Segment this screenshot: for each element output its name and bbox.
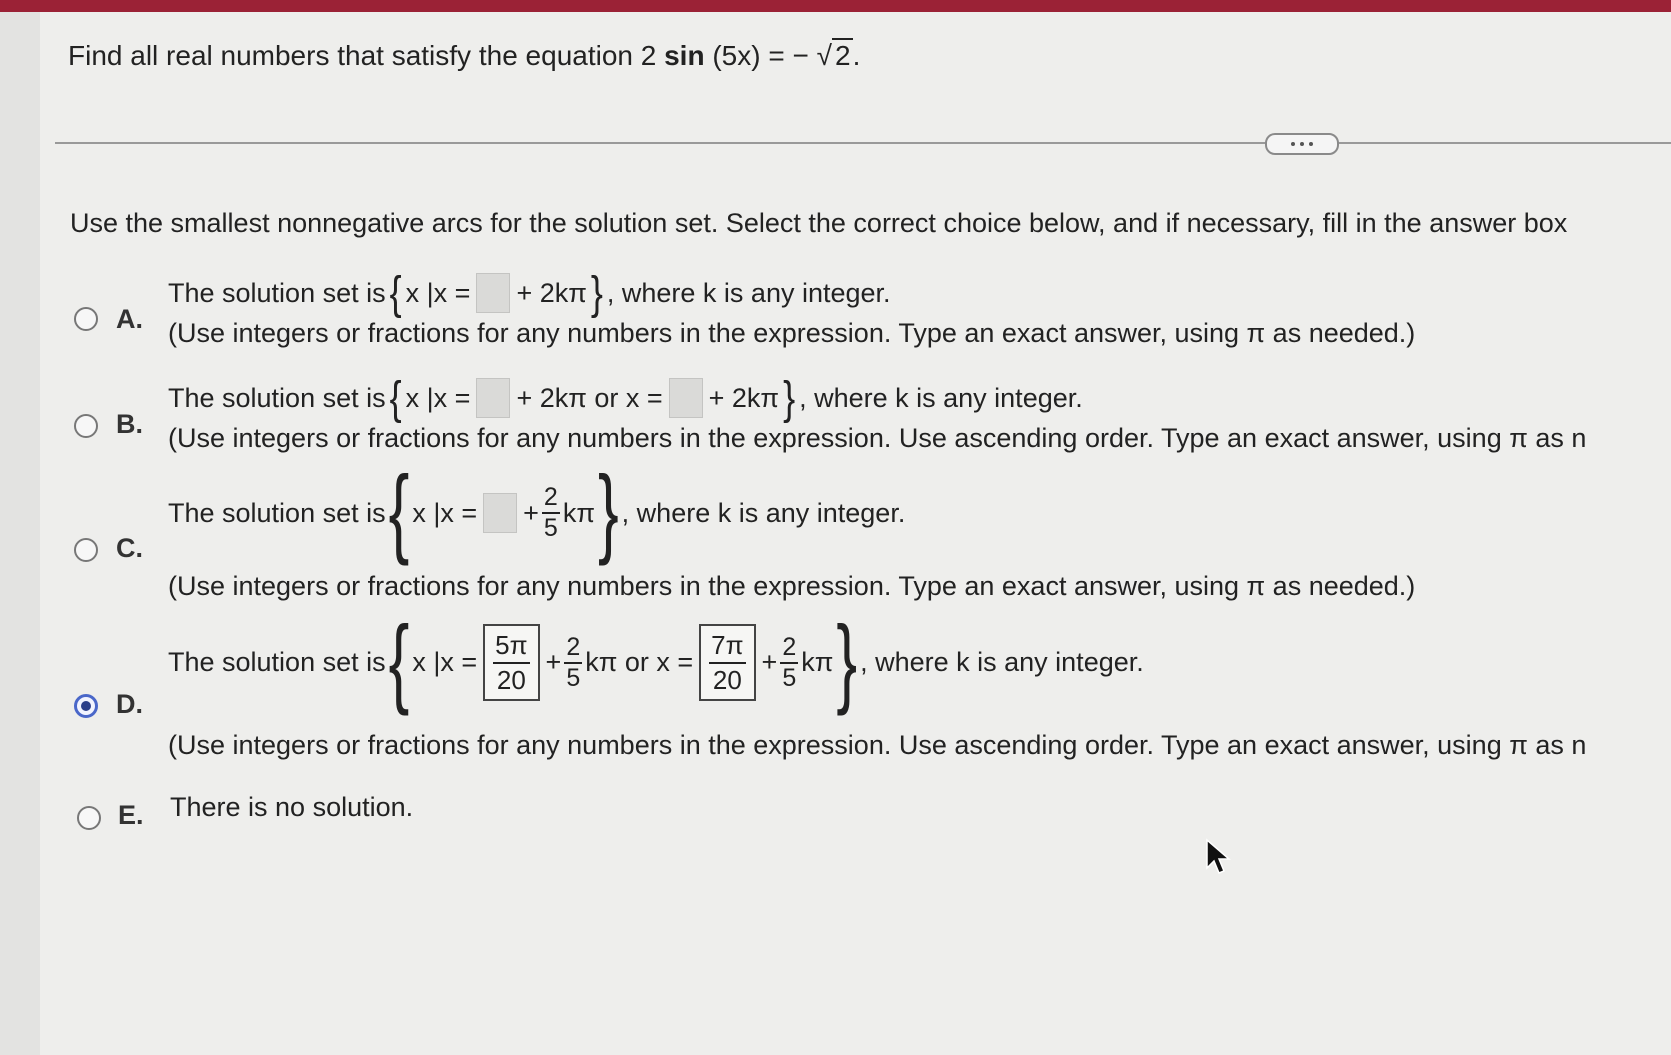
close-brace: }: [597, 457, 619, 568]
choice-d-note: (Use integers or fractions for any numbers in the expression. Use ascending order. Type an exact answer, using π as n: [168, 730, 1587, 760]
choice-e-letter: E.: [118, 800, 144, 830]
choice-c-letter: C.: [116, 533, 143, 563]
plus-sign: +: [761, 647, 778, 677]
dot-icon: [1300, 142, 1304, 146]
choice-a-letter: A.: [116, 304, 143, 334]
answer-d1-numerator: 5π: [493, 629, 529, 664]
choice-d-letter: D.: [116, 689, 143, 719]
choice-b-tail: , where k is any integer.: [799, 382, 1083, 413]
plus-sign: +: [523, 497, 539, 528]
choice-d-tail: , where k is any integer.: [860, 647, 1144, 677]
sqrt-symbol: √ 2: [816, 40, 851, 71]
question-prefix: Find all real numbers that satisfy the equation 2: [68, 40, 657, 71]
fraction-two-fifths: [564, 633, 582, 693]
fraction-two-fifths: [780, 633, 798, 693]
fraction-denominator: 5: [543, 514, 558, 542]
close-brace: }: [836, 606, 858, 717]
choice-c-expression: [168, 457, 906, 568]
choice-a-term: + 2kπ: [516, 277, 587, 308]
open-brace: {: [388, 457, 410, 568]
fraction-denominator: 5: [566, 663, 581, 692]
radio-choice-e[interactable]: [77, 806, 101, 830]
choice-a-lead: The solution set is: [168, 277, 386, 308]
question-text: [68, 40, 860, 72]
k-pi: kπ: [801, 647, 834, 677]
open-brace: {: [388, 606, 410, 717]
close-brace: }: [783, 370, 796, 424]
choice-e-text: There is no solution.: [170, 792, 414, 822]
instruction-text: Use the smallest nonnegative arcs for the solution set. Select the correct choice below, and if necessary, fill in the answer box: [70, 208, 1568, 238]
question-func: sin: [664, 40, 705, 71]
choice-a-tail: , where k is any integer.: [606, 277, 891, 308]
answer-box-b1[interactable]: [476, 378, 510, 418]
k-pi: kπ: [562, 497, 595, 528]
answer-d2-numerator: 7π: [709, 629, 745, 664]
choice-b-lead: The solution set is: [168, 382, 386, 413]
choice-d-expression: [168, 606, 1144, 717]
dot-icon: [1291, 142, 1295, 146]
choice-b-term1: + 2kπ or x =: [516, 382, 663, 413]
choice-c-note: (Use integers or fractions for any numbers in the expression. Type an exact answer, using π as needed.): [168, 571, 1416, 601]
plus-sign: +: [545, 647, 562, 677]
sqrt-radicand: 2: [832, 38, 853, 71]
answer-box-c[interactable]: [483, 493, 517, 533]
answer-d2-denominator: 20: [712, 664, 742, 695]
section-divider: [55, 142, 1671, 144]
answer-box-d2[interactable]: [699, 624, 755, 701]
fraction-numerator: 2: [564, 633, 582, 664]
choice-b-letter: B.: [116, 409, 143, 439]
answer-box-d1[interactable]: [483, 624, 539, 701]
choice-d-lead: The solution set is: [168, 647, 386, 677]
question-suffix: .: [852, 40, 861, 71]
fraction-denominator: 5: [782, 663, 797, 692]
fraction-numerator: 2: [780, 633, 798, 664]
answer-box-a[interactable]: [476, 273, 510, 313]
choice-a-expression: [168, 265, 891, 319]
left-margin: [0, 12, 40, 1055]
more-options-button[interactable]: [1265, 133, 1339, 155]
fraction-two-fifths: [542, 483, 560, 543]
choice-c-tail: , where k is any integer.: [621, 497, 906, 528]
fraction-numerator: 2: [542, 483, 560, 514]
top-accent-bar: [0, 0, 1671, 12]
choice-a-note: (Use integers or fractions for any numbers in the expression. Type an exact answer, using π as needed.): [168, 318, 1416, 348]
choice-b-term2: + 2kπ: [708, 382, 780, 413]
open-brace: {: [389, 370, 402, 424]
close-brace: }: [590, 265, 603, 319]
radio-choice-d[interactable]: [74, 694, 98, 718]
choice-c-lead: The solution set is: [168, 497, 386, 528]
set-builder-x: x |x =: [412, 497, 478, 528]
mouse-pointer-icon: [1205, 838, 1235, 878]
radio-choice-b[interactable]: [74, 414, 98, 438]
choice-b-note: (Use integers or fractions for any numbers in the expression. Use ascending order. Type an exact answer, using π as n: [168, 423, 1587, 453]
choice-b-expression: [168, 370, 1083, 424]
radio-choice-a[interactable]: [74, 307, 98, 331]
radio-choice-c[interactable]: [74, 538, 98, 562]
set-builder-x: x |x =: [412, 647, 478, 677]
dot-icon: [1309, 142, 1313, 146]
set-builder-x: x |x =: [405, 277, 471, 308]
k-pi-or-x: kπ or x =: [585, 647, 694, 677]
set-builder-x: x |x =: [405, 382, 471, 413]
question-arg: (5x) = −: [712, 40, 809, 71]
answer-box-b2[interactable]: [669, 378, 703, 418]
open-brace: {: [389, 265, 402, 319]
answer-d1-denominator: 20: [496, 664, 526, 695]
